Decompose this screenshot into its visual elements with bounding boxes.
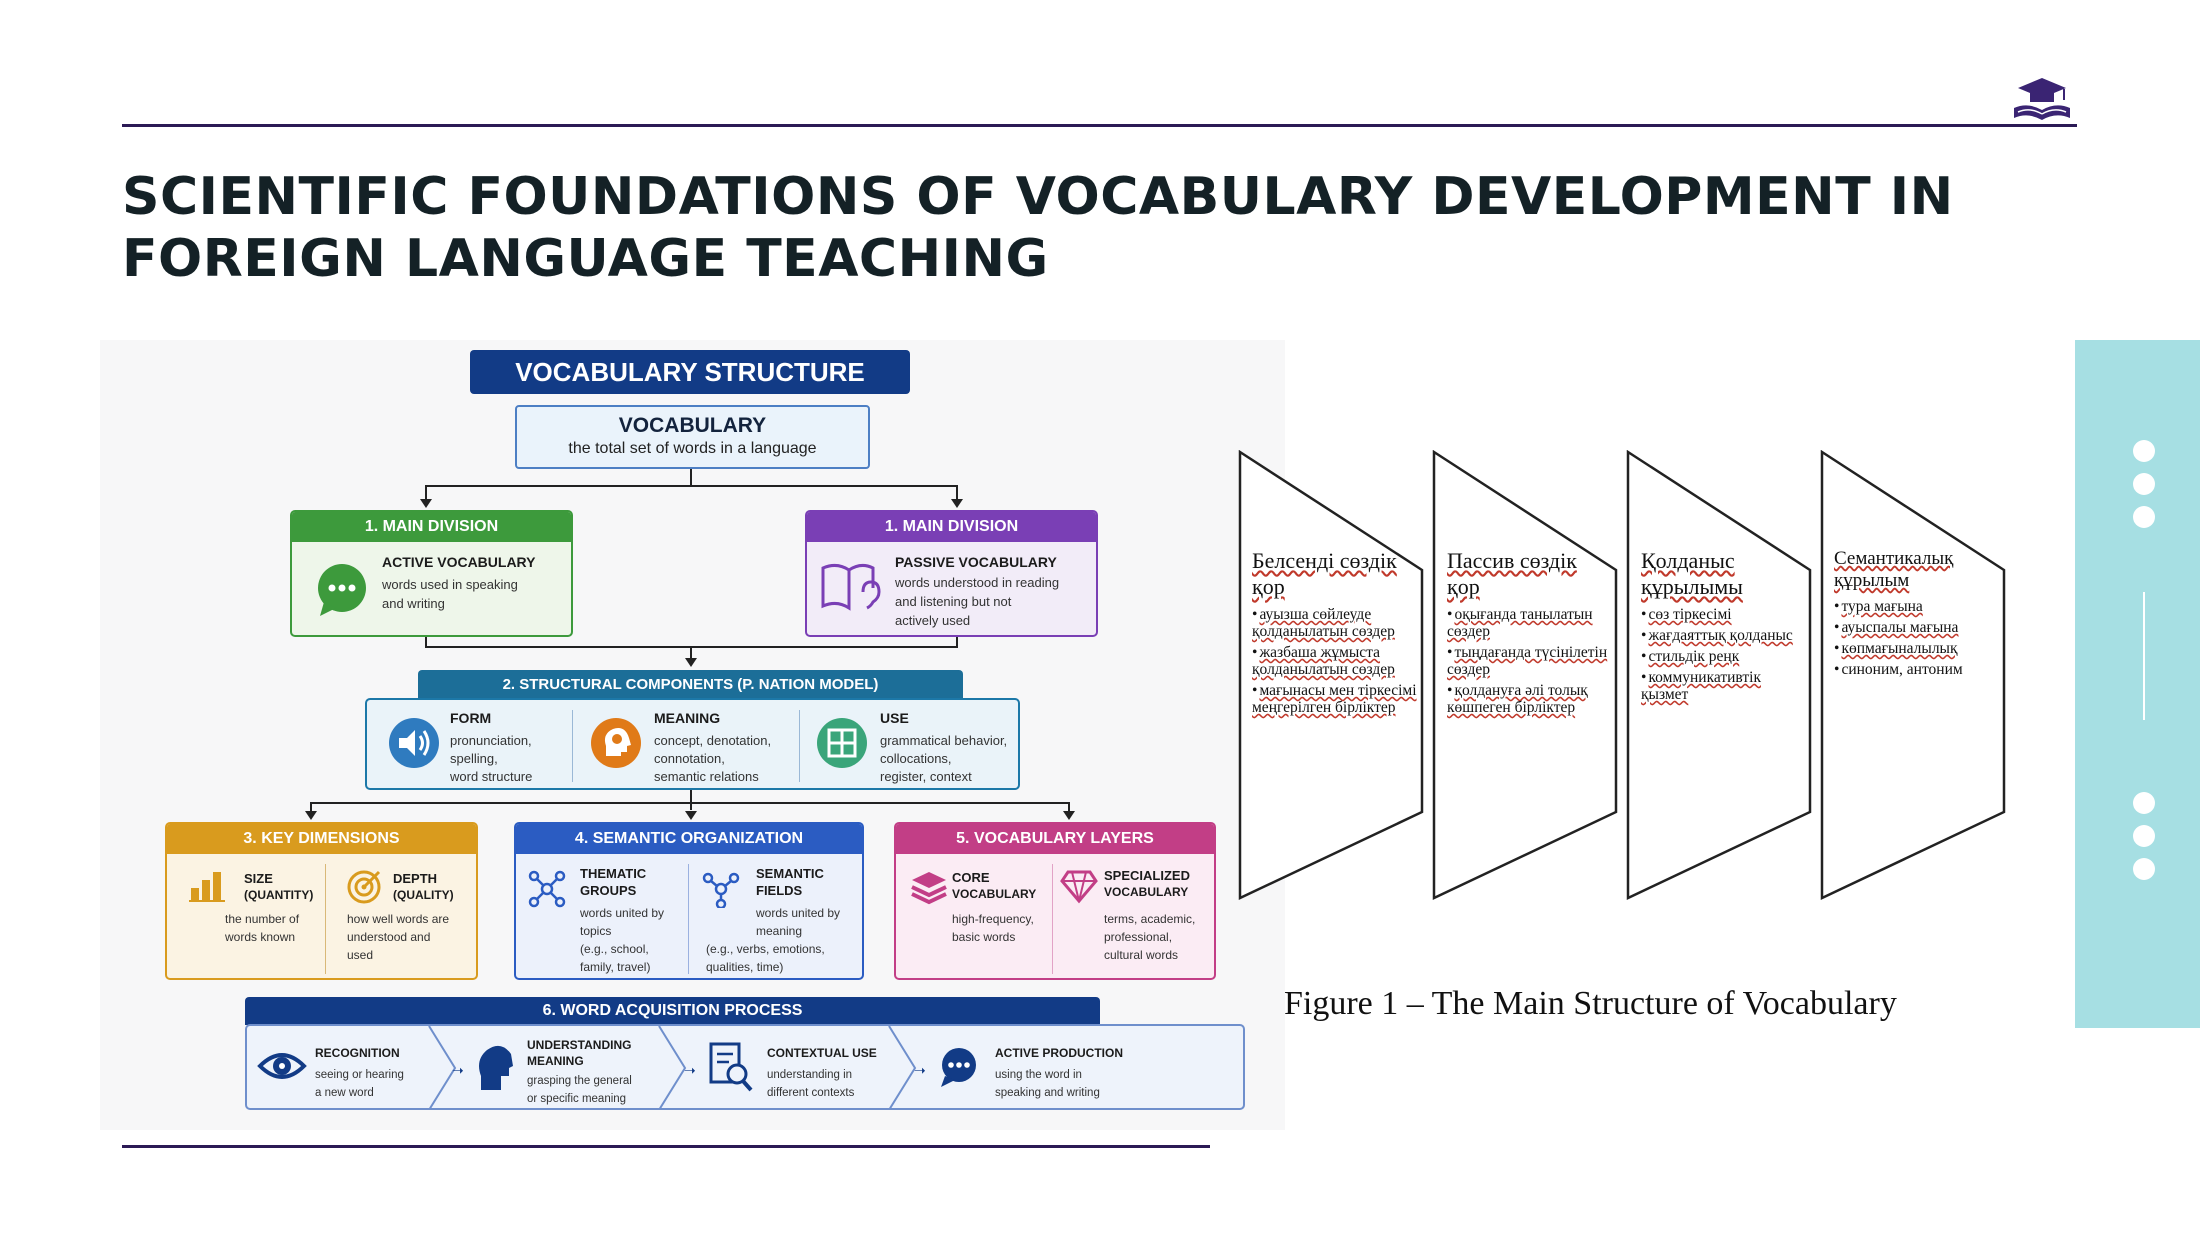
specialized-line-1: terms, academic, bbox=[1104, 912, 1196, 926]
trapezoid-4-item: • синоним, антоним bbox=[1834, 661, 2014, 678]
trapezoid-2-list bbox=[1447, 606, 1612, 716]
active-vocabulary-title: ACTIVE VOCABULARY bbox=[382, 554, 536, 570]
trapezoid-1-item: • ауызша сөйлеуде қолданылатын сөздер bbox=[1252, 606, 1417, 640]
page-title-line-2: FOREIGN LANGUAGE TEACHING bbox=[122, 229, 1049, 289]
bar-chart-icon bbox=[189, 870, 225, 907]
word-acquisition-card bbox=[245, 1024, 1245, 1110]
depth-line-2: understood and bbox=[347, 930, 431, 944]
diamond-icon bbox=[1060, 868, 1098, 909]
trapezoid-4-item: • көпмағыналылық bbox=[1834, 640, 2014, 657]
speaker-icon bbox=[387, 716, 441, 775]
depth-line-3: used bbox=[347, 948, 374, 962]
connector bbox=[690, 469, 692, 485]
connector bbox=[956, 485, 958, 499]
use-title: USE bbox=[880, 710, 909, 726]
thematic-line-2: topics bbox=[580, 924, 612, 938]
sidebar-dot bbox=[2133, 825, 2155, 847]
sidebar-dot bbox=[2133, 792, 2155, 814]
vocabulary-layers-header: 5. VOCABULARY LAYERS bbox=[896, 824, 1214, 854]
thematic-sub: GROUPS bbox=[580, 883, 637, 898]
head-gear-icon bbox=[589, 716, 643, 775]
trapezoid-1-title: Белсенді сөздік қор bbox=[1252, 548, 1397, 599]
core-line-1: high-frequency, bbox=[952, 912, 1034, 926]
network-icon bbox=[528, 870, 566, 913]
trapezoid-1-list bbox=[1252, 606, 1417, 716]
passive-vocabulary-desc-1: words understood in reading bbox=[895, 575, 1060, 590]
trapezoid-3-list bbox=[1641, 606, 1806, 703]
use-line-3: register, context bbox=[880, 769, 972, 784]
arrow-right-icon: ➝ bbox=[914, 1062, 926, 1078]
semantic-fields-title: SEMANTIC bbox=[756, 866, 824, 881]
arrow-icon bbox=[685, 811, 697, 820]
form-title: FORM bbox=[450, 710, 492, 726]
layers-icon bbox=[910, 868, 948, 911]
trapezoid-4-content bbox=[1834, 548, 2014, 682]
trapezoid-3-title: Қолданыс құрылымы bbox=[1641, 548, 1743, 599]
key-dimensions-card bbox=[165, 822, 478, 980]
arrow-right-icon: ➝ bbox=[452, 1062, 464, 1078]
step-contextual-line-1: understanding in bbox=[767, 1069, 853, 1081]
trapezoid-4-title: Семантикалық құрылым bbox=[1834, 548, 1954, 591]
word-acquisition-header: 6. WORD ACQUISITION PROCESS bbox=[245, 997, 1100, 1025]
connector bbox=[690, 790, 692, 810]
sidebar-line bbox=[2143, 592, 2145, 720]
trapezoid-4-item: • тура мағына bbox=[1834, 598, 2014, 615]
step-contextual-title: CONTEXTUAL USE bbox=[767, 1046, 877, 1060]
form-line-3: word structure bbox=[450, 769, 533, 784]
step-recognition-title: RECOGNITION bbox=[315, 1046, 400, 1060]
arrow-icon bbox=[420, 499, 432, 508]
arrow-icon bbox=[951, 499, 963, 508]
thematic-line-4: family, travel) bbox=[580, 960, 651, 974]
chevron-right-icon bbox=[887, 1026, 917, 1110]
step-recognition-line-2: a new word bbox=[315, 1087, 374, 1099]
divider bbox=[799, 710, 800, 782]
top-divider bbox=[122, 124, 2077, 127]
trapezoid-2-item: • оқығанда танылатын сөздер bbox=[1447, 606, 1612, 640]
infographic-header: VOCABULARY STRUCTURE bbox=[470, 350, 910, 394]
trapezoid-3-item: • коммуникативтік қызмет bbox=[1641, 669, 1806, 703]
trapezoid-1-content bbox=[1252, 548, 1417, 720]
sidebar-dot bbox=[2133, 506, 2155, 528]
arrow-icon bbox=[1063, 811, 1075, 820]
passive-vocabulary-title: PASSIVE VOCABULARY bbox=[895, 554, 1057, 570]
sidebar-dot bbox=[2133, 473, 2155, 495]
semantic-fields-line-2: meaning bbox=[756, 924, 803, 938]
semantic-organization-card bbox=[514, 822, 864, 980]
step-production-title: ACTIVE PRODUCTION bbox=[995, 1046, 1124, 1060]
thematic-title: THEMATIC bbox=[580, 866, 647, 881]
passive-vocabulary-desc-2: and listening but not bbox=[895, 594, 1012, 609]
semantic-fields-line-3: (e.g., verbs, emotions, bbox=[706, 942, 825, 956]
size-sub: (QUANTITY) bbox=[244, 888, 314, 902]
structural-components-header: 2. STRUCTURAL COMPONENTS (P. NATION MODEL) bbox=[418, 670, 963, 700]
active-division-header: 1. MAIN DIVISION bbox=[292, 512, 571, 542]
chevron-right-icon bbox=[657, 1026, 687, 1110]
size-line-1: the number of bbox=[225, 912, 300, 926]
trapezoid-2-item: • тыңдағанда түсінілетін сөздер bbox=[1447, 644, 1612, 678]
trapezoid-2-item: • қолдануға әлі толық көшпеген бірліктер bbox=[1447, 682, 1612, 716]
depth-sub: (QUALITY) bbox=[393, 888, 454, 902]
trapezoid-3-content bbox=[1641, 548, 1806, 707]
passive-vocabulary-card bbox=[805, 510, 1098, 637]
core-sub: VOCABULARY bbox=[952, 887, 1037, 901]
semantic-fields-line-4: qualities, time) bbox=[706, 960, 784, 974]
bottom-divider bbox=[122, 1145, 1210, 1148]
form-line-1: pronunciation, bbox=[450, 733, 532, 748]
trapezoid-4-item: • ауыспалы мағына bbox=[1834, 619, 2014, 636]
trapezoid-1-item: • мағынасы мен тіркесімі меңгерілген бірліктер bbox=[1252, 682, 1417, 716]
passive-vocabulary-desc-3: actively used bbox=[895, 613, 971, 628]
specialized-line-3: cultural words bbox=[1104, 948, 1179, 962]
semantic-fields-sub: FIELDS bbox=[756, 883, 803, 898]
arrow-right-icon: ➝ bbox=[684, 1062, 696, 1078]
speech-bubble-icon bbox=[314, 562, 370, 623]
divider bbox=[325, 864, 326, 974]
active-vocabulary-card bbox=[290, 510, 573, 637]
vocabulary-structure-infographic bbox=[100, 340, 1285, 1130]
divider bbox=[1052, 864, 1053, 974]
vocabulary-layers-card bbox=[894, 822, 1216, 980]
size-title: SIZE bbox=[244, 871, 273, 886]
puzzle-icon bbox=[815, 716, 869, 775]
head-silhouette-icon bbox=[475, 1042, 515, 1097]
structural-components-card bbox=[365, 698, 1020, 790]
page-title-line-1: SCIENTIFIC FOUNDATIONS OF VOCABULARY DEVELOPMENT IN bbox=[122, 167, 1954, 227]
thematic-line-3: (e.g., school, bbox=[580, 942, 649, 956]
use-line-2: collocations, bbox=[880, 751, 952, 766]
meaning-line-3: semantic relations bbox=[654, 769, 759, 784]
semantic-fields-line-1: words united by bbox=[756, 906, 841, 920]
use-line-1: grammatical behavior, bbox=[880, 733, 1008, 748]
step-recognition-line-1: seeing or hearing bbox=[315, 1069, 404, 1081]
page-title bbox=[122, 166, 2022, 290]
divider bbox=[572, 710, 573, 782]
chat-bubble-icon bbox=[937, 1046, 981, 1093]
specialized-title: SPECIALIZED bbox=[1104, 868, 1190, 883]
specialized-line-2: professional, bbox=[1104, 930, 1173, 944]
sidebar-dot bbox=[2133, 440, 2155, 462]
trapezoid-1-item: • жазбаша жұмыста қолданылатын сөздер bbox=[1252, 644, 1417, 678]
thematic-line-1: words united by bbox=[580, 906, 665, 920]
specialized-sub: VOCABULARY bbox=[1104, 885, 1189, 899]
trapezoid-2-title: Пассив сөздік қор bbox=[1447, 548, 1577, 599]
passive-division-header: 1. MAIN DIVISION bbox=[807, 512, 1096, 542]
meaning-line-2: connotation, bbox=[654, 751, 725, 766]
sidebar-dot bbox=[2133, 858, 2155, 880]
step-production-line-2: speaking and writing bbox=[995, 1087, 1100, 1099]
book-ear-icon bbox=[819, 558, 883, 621]
divider bbox=[688, 864, 689, 974]
target-icon bbox=[347, 868, 383, 909]
form-line-2: spelling, bbox=[450, 751, 498, 766]
step-contextual-line-2: different contexts bbox=[767, 1087, 855, 1099]
active-vocabulary-desc-1: words used in speaking bbox=[382, 577, 518, 592]
trapezoid-3-item: • сөз тіркесімі bbox=[1641, 606, 1806, 623]
meaning-title: MEANING bbox=[654, 710, 721, 726]
trapezoid-2-content bbox=[1447, 548, 1612, 720]
core-title: CORE bbox=[952, 870, 990, 885]
eye-icon bbox=[257, 1046, 307, 1091]
arrow-icon bbox=[685, 658, 697, 667]
figure-caption: Figure 1 – The Main Structure of Vocabulary bbox=[1284, 985, 1897, 1022]
core-line-2: basic words bbox=[952, 930, 1016, 944]
step-understanding-line-2: or specific meaning bbox=[527, 1093, 627, 1105]
key-dimensions-header: 3. KEY DIMENSIONS bbox=[167, 824, 476, 854]
arrow-icon bbox=[305, 811, 317, 820]
trapezoid-3-item: • жағдаяттық қолданыс bbox=[1641, 627, 1806, 644]
size-line-2: words known bbox=[225, 930, 296, 944]
connector bbox=[425, 485, 958, 487]
vocabulary-root-title: VOCABULARY bbox=[618, 414, 767, 437]
active-vocabulary-desc-2: and writing bbox=[382, 596, 445, 611]
step-understanding-title: UNDERSTANDING bbox=[527, 1038, 632, 1052]
depth-title: DEPTH bbox=[393, 871, 438, 886]
document-search-icon bbox=[707, 1042, 753, 1097]
semantic-organization-header: 4. SEMANTIC ORGANIZATION bbox=[516, 824, 862, 854]
step-understanding-line-1: grasping the general bbox=[527, 1075, 632, 1087]
connector bbox=[425, 485, 427, 499]
step-production-line-1: using the word in bbox=[995, 1069, 1082, 1081]
depth-line-1: how well words are bbox=[347, 912, 450, 926]
graduation-cap-book-icon bbox=[2008, 74, 2076, 124]
vocabulary-root-subtitle: the total set of words in a language bbox=[568, 440, 817, 457]
network-icon bbox=[702, 870, 740, 913]
step-understanding-sub: MEANING bbox=[527, 1054, 584, 1068]
meaning-line-1: concept, denotation, bbox=[654, 733, 772, 748]
trapezoid-3-item: • стильдік реңк bbox=[1641, 648, 1806, 665]
connector bbox=[310, 802, 1070, 804]
trapezoid-4-list bbox=[1834, 598, 2014, 678]
vocabulary-root-box bbox=[515, 405, 870, 469]
